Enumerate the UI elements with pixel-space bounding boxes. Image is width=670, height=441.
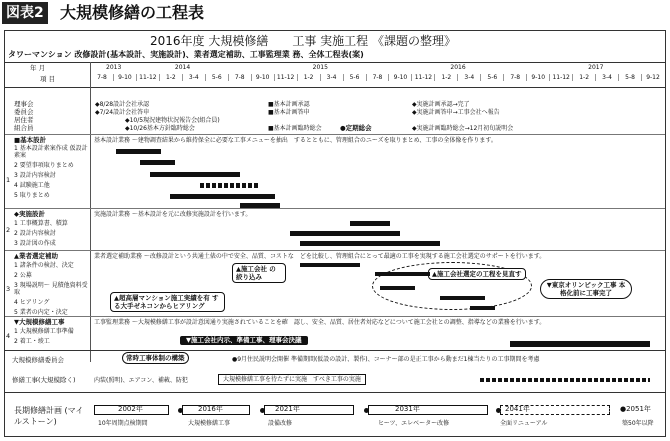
divider (5, 350, 665, 351)
list-item: 2 着工・竣工 (14, 338, 50, 345)
milestone-caption: 設備改修 (268, 420, 293, 427)
milestone-dot (260, 408, 265, 413)
section3-desc: 業者選定補助業務 〜改修設計という共通土俵の中で安全、品質、コストな どを比較し、管理組合にとって最適の工事を実現する施工会社選定のサポートを行います。 (94, 253, 546, 260)
figure-label: 図表2 (2, 2, 48, 24)
month-cell: 7-8 (228, 74, 251, 81)
section2-title: ◆実施設計 (14, 210, 45, 218)
month-cell: 1-2 (572, 74, 595, 81)
month-cell: 5-6 (205, 74, 228, 81)
long-term-label: 長期修繕計画 (マイルストーン) (14, 406, 84, 426)
month-cell: 7-8 (503, 74, 526, 81)
header-bottom-line (5, 87, 665, 88)
meeting-rows (14, 100, 34, 132)
list-item: 2 公募 (14, 272, 32, 279)
callout-hearing: ▲超高層マンション施工実績を有 する大手ゼネコンからヒアリング (110, 292, 225, 312)
gantt-bar (170, 194, 275, 199)
contractor-pill: ▼施工会社内示、準備工事、理事会決議 (180, 336, 308, 345)
milestone-bar (368, 405, 488, 415)
list-item: 1 基本設計素案作成 仮設計素案 (14, 145, 88, 159)
list-item: 2 要望事項取りまとめ (14, 162, 74, 169)
month-cell: 3-4 (320, 74, 343, 81)
ym-label: 年 月 (30, 64, 46, 72)
month-cell: 5-8 (618, 74, 641, 81)
repair-text: 内装(照明)、エアコン、補載、防犯 (94, 377, 188, 384)
month-cell: 5-6 (343, 74, 366, 81)
milestone-dot (178, 408, 183, 413)
section2-desc: 実施設計業務 〜基本設計を元に改修実施設計を行います。 (94, 211, 252, 218)
milestone-caption: 10年周期点検期間 (98, 420, 148, 427)
row-label-members: 組合員 (14, 124, 34, 132)
year-row (90, 64, 664, 74)
gantt-bar (470, 306, 495, 310)
gantt-bar-dashed (200, 183, 260, 188)
gantt-bar (300, 263, 360, 267)
list-item: 5 取りまとめ (14, 192, 50, 199)
divider (5, 208, 665, 209)
gantt-bar (150, 172, 240, 177)
section2-items (14, 220, 68, 247)
month-cell: 9-10 (113, 74, 136, 81)
divider (5, 316, 665, 317)
month-cell: 5-6 (480, 74, 503, 81)
row-label-board: 理事会 (14, 100, 34, 108)
list-item: 3 現場説明〜 見積他資料受取 (14, 282, 88, 296)
item-label: 項 目 (40, 75, 56, 83)
divider (5, 392, 665, 393)
month-cell: 1-2 (434, 74, 457, 81)
section4-num: 4 (6, 332, 11, 340)
gantt-bar (290, 231, 400, 236)
repair-label: 修繕工事(大規模除く) (12, 376, 76, 384)
row-label-committee: 委員会 (14, 108, 34, 116)
meeting-note: ◆実施計画臨時総会→12月初旬説明会 (412, 125, 514, 132)
meeting-note: ◆実施計画承認→完了 (412, 101, 470, 108)
month-cell: 3-4 (595, 74, 618, 81)
list-item: 3 設計図の作成 (14, 240, 56, 247)
month-cell: 1-2 (297, 74, 320, 81)
meeting-note: ■基本計画臨時総会 (268, 125, 322, 132)
meeting-note: ◆8/28設計会社承認 (95, 101, 150, 108)
month-cell: 11-12 (136, 74, 159, 81)
row-label-residents: 居住者 (14, 116, 34, 124)
month-cell: 9-10 (526, 74, 549, 81)
meeting-note: ■基本計画承認 (268, 101, 310, 108)
month-cell: 9-12 (641, 74, 664, 81)
list-item: 1 工事概算書、積算 (14, 220, 68, 227)
committee-note: ●9月住民説明会開催 準備期間(仮設の設計、製作)、コーナー部の是正工事から動まだ1棟当たりの工事期間を考慮 (232, 356, 540, 363)
milestone-year: 2002年 (118, 405, 143, 413)
section4-items (14, 328, 74, 345)
year-cell: 2016 (450, 64, 466, 71)
list-item: 5 業者の内定・決定 (14, 309, 68, 316)
section2-num: 2 (6, 226, 11, 234)
gantt-bar (380, 286, 415, 290)
list-item: 1 諸条件の検討、決定 (14, 262, 74, 269)
month-cell: 7-8 (366, 74, 389, 81)
month-cell: 1-2 (159, 74, 182, 81)
month-cell: 11-12 (549, 74, 572, 81)
milestone-year: 2031年 (395, 405, 420, 413)
repair-dashed (480, 378, 650, 382)
milestone-caption: 大規模修繕工事 (188, 420, 231, 427)
milestone-year: 2016年 (198, 405, 223, 413)
section4-desc: 工事監理業務 〜大規模修繕工事が設計意図通り実施されていることを確 認し、安全、品質、居住者対応などについて施工会社との調整、指導などの業務を行います。 (94, 319, 546, 326)
month-cell: 3-4 (182, 74, 205, 81)
gantt-bar (140, 160, 175, 165)
committee-label: 大規模修繕委員会 (12, 356, 64, 364)
section1-desc: 基本設計業務 〜建物調査結果から維持保全に必要な工事メニューを抽出 するとともに、管理組合のニーズを取りまとめ、工事の全体像を作ります。 (94, 137, 497, 144)
milestone-dot (364, 408, 369, 413)
month-cell: 9-10 (251, 74, 274, 81)
section1-items (14, 145, 88, 199)
callout-review: ▲施工会社選定の工程を見直す (428, 268, 526, 280)
divider (5, 134, 665, 135)
milestone-dot (496, 408, 501, 413)
gantt-bar (300, 241, 440, 246)
year-cell: 2017 (588, 64, 604, 71)
callout-olympics: ▼東京オリンピック工事 本格化前に工事完了 (540, 279, 632, 299)
milestone-year: 2041年 (505, 405, 530, 413)
gantt-bar (375, 272, 430, 276)
month-cell: 3-4 (457, 74, 480, 81)
list-item: 1 大規模修繕工事準備 (14, 328, 74, 335)
milestone-year: 2021年 (275, 405, 300, 413)
month-cell: 9-10 (388, 74, 411, 81)
list-item: 4 試験施工他 (14, 182, 50, 189)
schedule-subtitle: タワーマンション 改修設計(基本設計、実施設計)、業者選定補助、工事監理業 務、全体工程表(案) (8, 50, 364, 59)
year-cell: 2013 (106, 64, 122, 71)
month-cell: 7-8 (90, 74, 113, 81)
meeting-note: ◆7/24設計会社答申 (95, 109, 150, 116)
gantt-bar (116, 149, 161, 154)
page-title: 大規模修繕の工程表 (60, 3, 205, 22)
meeting-note: ◆10/5現況建物状況報告会(組合員) (125, 117, 220, 124)
section3-title: ▲業者選定補助 (14, 252, 58, 260)
meeting-note: ■基本計画答申 (268, 109, 310, 116)
section3-num: 3 (6, 285, 11, 293)
gantt-bar (350, 221, 390, 226)
schedule-title: 2016年度 大規模修繕 工事 実施工程 《課題の整理》 (150, 34, 456, 48)
year-cell: 2015 (312, 64, 328, 71)
meeting-note: ●定期総会 (340, 124, 372, 132)
divider (5, 250, 665, 251)
repair-arrow: 大規模修繕工事を待たずに実施 すべき工事の実施 (218, 374, 366, 385)
milestone-caption: ヒーツ、エレベーター改修 (378, 420, 450, 427)
list-item: 3 設計内容検討 (14, 172, 56, 179)
list-item: 2 設計内容検討 (14, 230, 56, 237)
month-cell: 11-12 (274, 74, 297, 81)
gantt-bar (440, 296, 485, 300)
gantt-bar (510, 341, 650, 347)
callout-narrowing: ▲施工会社 の絞り込み (232, 263, 286, 283)
milestone-caption: 全面リニューアル (500, 420, 548, 427)
callout-system: 常時工事体制の構築 (122, 352, 189, 364)
header-top-line (5, 62, 665, 63)
section4-title: ▼大規模修繕工事 (14, 318, 65, 326)
item-divider (90, 62, 91, 362)
section1-title: ■基本設計 (14, 136, 47, 144)
meeting-note: ◆実施計画答申→工事会社へ報告 (412, 109, 500, 116)
milestone-caption: 築50年以降 (622, 420, 654, 427)
section3-items (14, 262, 88, 316)
month-cell: 11-12 (411, 74, 434, 81)
list-item: 4 ヒアリング (14, 299, 50, 306)
section1-num: 1 (6, 176, 11, 184)
milestone-year: ●2051年 (620, 405, 651, 413)
meeting-note: ◆10/26基本方針臨時総会 (125, 125, 195, 132)
year-cell: 2014 (174, 64, 191, 71)
month-row (90, 74, 664, 86)
